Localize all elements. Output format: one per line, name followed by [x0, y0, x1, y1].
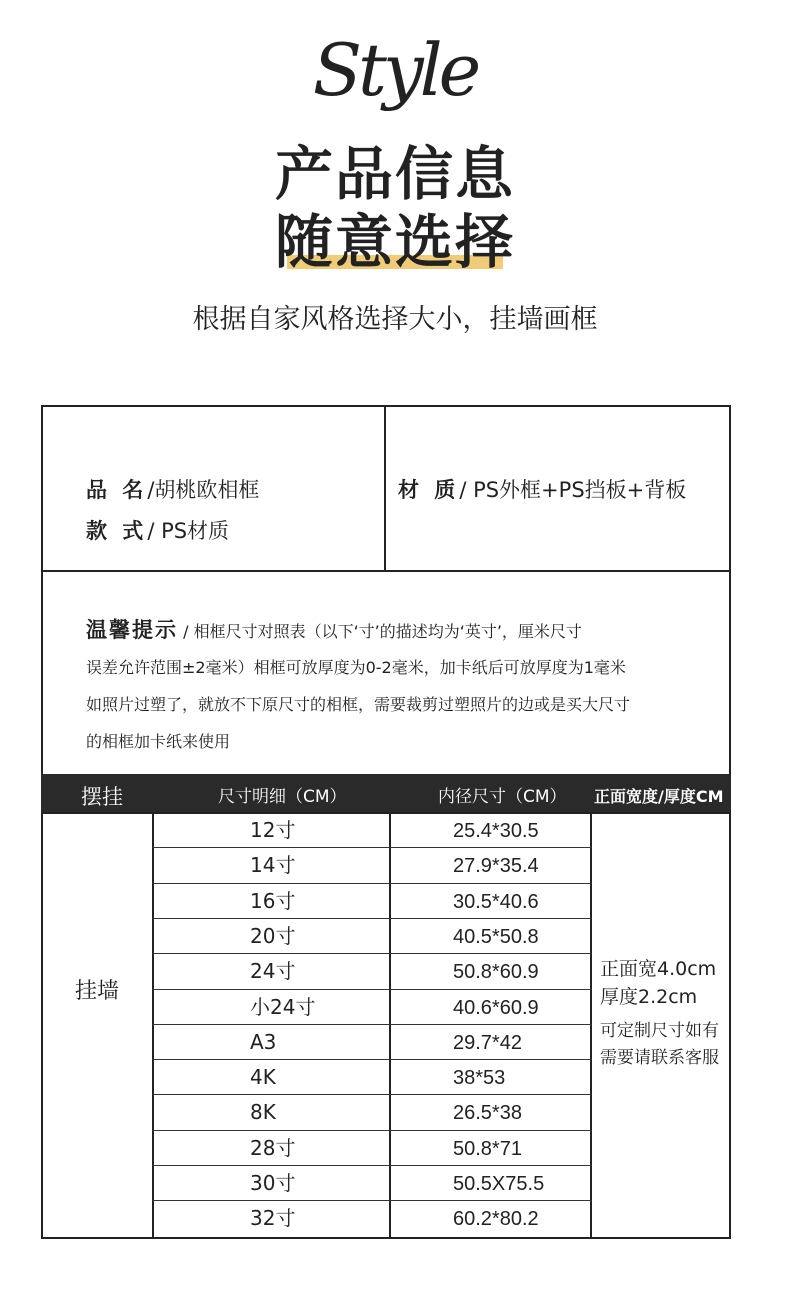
product-material-label: 材 质	[398, 478, 460, 502]
table-row-divider	[152, 1059, 592, 1060]
note-thickness: 厚度2.2cm	[600, 986, 698, 1008]
info-divider-horizontal	[41, 570, 731, 572]
table-row-divider	[152, 847, 592, 848]
size-cell: 4K	[250, 1065, 276, 1090]
product-style-label: 款 式	[86, 519, 148, 543]
table-row-divider	[152, 1130, 592, 1131]
product-style-field	[86, 516, 229, 546]
tip-line-3: 如照片过塑了，就放不下原尺寸的相框，需要裁剪过塑照片的边或是买大尺寸	[86, 695, 631, 714]
product-style-value: / PS材质	[147, 519, 230, 543]
warm-tip	[86, 612, 706, 760]
width-thickness-note	[600, 955, 730, 1011]
product-name-label: 品 名	[86, 478, 148, 502]
inner-size-cell: 25.4*30.5	[453, 820, 539, 842]
size-cell: 14寸	[250, 853, 296, 878]
size-cell: A3	[250, 1029, 277, 1054]
table-col-divider	[389, 812, 391, 1239]
tip-text-1: / 相框尺寸对照表（以下‘寸’的描述均为‘英寸’，厘米尺寸	[178, 622, 582, 641]
table-col-divider	[590, 812, 592, 1239]
table-row-divider	[152, 883, 592, 884]
tip-line-4: 的相框加卡纸来使用	[86, 732, 231, 751]
table-row-divider	[152, 1200, 592, 1201]
header-width-thickness: 正面宽度/厚度CM	[594, 787, 724, 806]
inner-size-cell: 50.8*71	[453, 1137, 522, 1160]
tip-line-1	[86, 612, 706, 649]
product-material-field	[398, 475, 686, 505]
product-name-value: /胡桃欧相框	[147, 478, 260, 502]
inner-size-cell: 38*53	[453, 1067, 506, 1090]
table-row-divider	[152, 1165, 592, 1166]
header-size: 尺寸明细（CM）	[218, 787, 347, 807]
size-cell: 16寸	[250, 888, 296, 913]
inner-size-cell: 40.5*50.8	[453, 925, 539, 948]
title-free-choice: 随意选择	[274, 208, 515, 276]
inner-size-cell: 50.5X75.5	[453, 1173, 545, 1195]
size-cell: 20寸	[250, 923, 296, 948]
product-name-field	[86, 475, 259, 505]
subtitle: 根据自家风格选择大小，挂墙画框	[192, 304, 598, 335]
custom-size-note	[600, 1018, 730, 1072]
note-custom-1: 可定制尺寸如有	[600, 1021, 719, 1041]
table-row-divider	[152, 1024, 592, 1025]
inner-size-cell: 60.2*80.2	[453, 1208, 539, 1231]
inner-size-cell: 27.9*35.4	[453, 855, 539, 878]
size-table-header	[41, 774, 731, 812]
note-custom-2: 需要请联系客服	[600, 1048, 719, 1068]
size-cell: 8K	[250, 1100, 276, 1125]
inner-size-cell: 26.5*38	[453, 1102, 522, 1125]
table-row-divider	[152, 953, 592, 954]
table-row-divider	[152, 989, 592, 990]
inner-size-cell: 29.7*42	[453, 1031, 522, 1054]
header-mount: 摆挂	[81, 785, 123, 809]
table-row-divider	[152, 1094, 592, 1095]
size-cell: 12寸	[250, 818, 296, 842]
inner-size-cell: 50.8*60.9	[453, 961, 539, 984]
inner-size-cell: 40.6*60.9	[453, 996, 539, 1019]
table-row-divider	[152, 918, 592, 919]
size-cell: 24寸	[250, 959, 296, 984]
size-cell: 28寸	[250, 1135, 296, 1160]
table-col-divider	[152, 812, 154, 1239]
tip-heading: 温馨提示	[86, 618, 178, 642]
tip-line-2: 误差允许范围±2毫米）相框可放厚度为0-2毫米，加卡纸后可放厚度为1毫米	[86, 658, 626, 677]
mount-type-cell: 挂墙	[74, 979, 119, 1004]
style-script-logo: Style	[312, 28, 478, 112]
size-cell: 小24寸	[250, 994, 316, 1019]
header-inner-size: 内径尺寸（CM）	[438, 787, 567, 807]
size-cell: 30寸	[250, 1171, 296, 1195]
title-product-info: 产品信息	[274, 140, 515, 208]
inner-size-cell: 30.5*40.6	[453, 890, 539, 913]
size-cell: 32寸	[250, 1206, 296, 1231]
note-width: 正面宽4.0cm	[600, 958, 717, 980]
product-material-value: / PS外框+PS挡板+背板	[459, 478, 687, 502]
info-divider-vertical	[384, 405, 386, 572]
